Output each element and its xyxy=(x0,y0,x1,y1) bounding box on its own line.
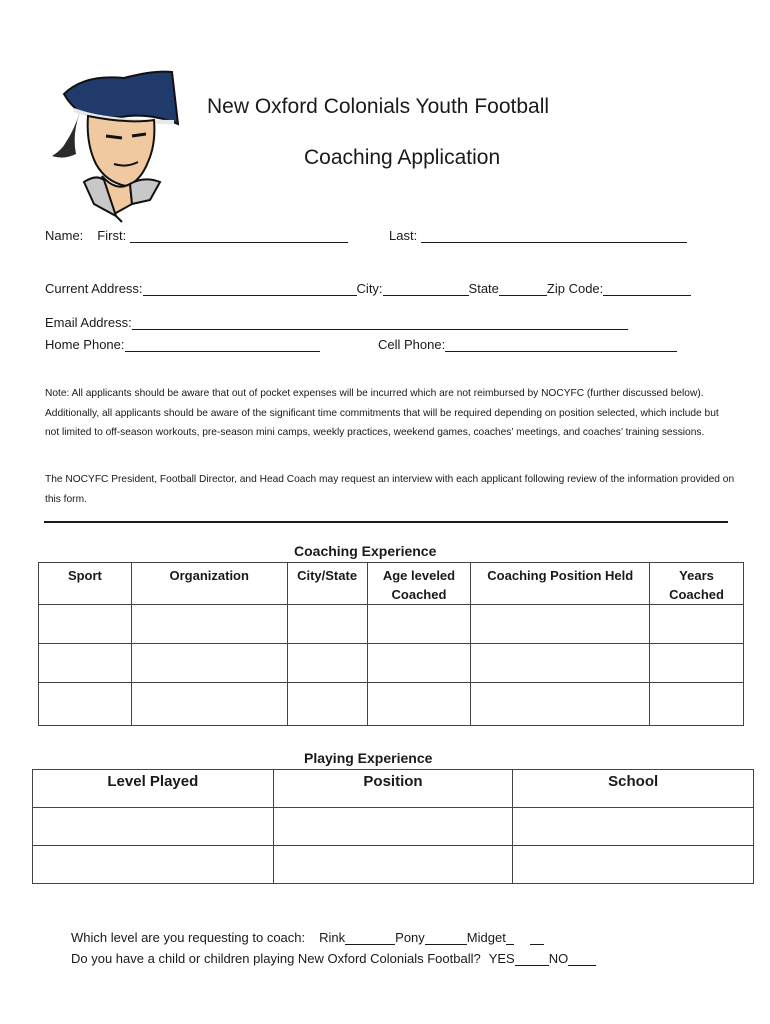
playing-experience-table xyxy=(32,769,754,884)
last-name-label: Last: xyxy=(389,228,418,243)
interview-note: The NOCYFC President, Football Director, and Head Coach may request an interview with each applicant following review of the information provided on this form. xyxy=(45,474,735,505)
section-divider xyxy=(44,521,728,523)
table-cell[interactable] xyxy=(33,808,274,846)
address-label: Current Address: xyxy=(45,281,143,296)
last-name-row xyxy=(389,228,687,243)
level-question: Which level are you requesting to coach: xyxy=(71,930,306,945)
column-header: School xyxy=(513,770,754,808)
midget-field[interactable] xyxy=(506,931,514,945)
child-question-row xyxy=(71,951,596,966)
expenses-note: Note: All applicants should be aware that out of pocket expenses will be incurred which are not reimbursed by NOCYFC (further discussed below). Additionally, all applicants should be aware of the significant time commitments that will be required depending on position selected, which include but not limited to off-season workouts, pre-season mini camps, weekly practices, weekend games, coaches’ meetings, and coaches’ training sessions. xyxy=(45,388,719,438)
coaching-experience-table xyxy=(38,562,744,726)
column-header: Coaching Position Held xyxy=(471,563,650,605)
table-cell[interactable] xyxy=(287,683,367,726)
table-cell[interactable] xyxy=(367,683,471,726)
cell-phone-row xyxy=(378,337,677,352)
first-name-field[interactable] xyxy=(130,229,348,243)
table-cell[interactable] xyxy=(513,846,754,884)
table-cell[interactable] xyxy=(131,683,287,726)
column-header: Level Played xyxy=(33,770,274,808)
address-field[interactable] xyxy=(143,282,357,296)
level-question-row xyxy=(71,930,544,945)
column-header: Sport xyxy=(39,563,132,605)
table-cell[interactable] xyxy=(650,605,744,644)
colonial-mascot-icon xyxy=(44,64,186,224)
midget-label: Midget xyxy=(466,930,506,945)
last-name-field[interactable] xyxy=(421,229,687,243)
no-label: NO xyxy=(548,951,569,966)
home-phone-field[interactable] xyxy=(125,338,320,352)
table-cell[interactable] xyxy=(471,644,650,683)
table-cell[interactable] xyxy=(367,605,471,644)
yes-label: YES xyxy=(488,951,515,966)
no-field[interactable] xyxy=(568,952,596,966)
address-row xyxy=(45,281,691,296)
city-label: City: xyxy=(356,281,383,296)
city-field[interactable] xyxy=(383,282,469,296)
child-question: Do you have a child or children playing New Oxford Colonials Football? xyxy=(71,951,481,966)
column-header: Position xyxy=(273,770,513,808)
column-header: Organization xyxy=(131,563,287,605)
table-cell[interactable] xyxy=(471,683,650,726)
playing-experience-title: Playing Experience xyxy=(304,750,433,766)
table-cell[interactable] xyxy=(39,605,132,644)
email-label: Email Address: xyxy=(45,315,132,330)
table-header-row xyxy=(39,563,744,605)
zip-label: Zip Code: xyxy=(546,281,604,296)
home-phone-label: Home Phone: xyxy=(45,337,125,352)
form-subtitle: Coaching Application xyxy=(304,146,501,169)
cell-phone-field[interactable] xyxy=(445,338,677,352)
coaching-experience-title: Coaching Experience xyxy=(294,543,437,559)
table-cell[interactable] xyxy=(513,808,754,846)
column-header: Age leveled Coached xyxy=(367,563,471,605)
table-row xyxy=(39,605,744,644)
column-header: City/State xyxy=(287,563,367,605)
pony-label: Pony xyxy=(395,930,425,945)
name-label: Name: xyxy=(45,228,84,243)
pony-field[interactable] xyxy=(425,931,467,945)
table-cell[interactable] xyxy=(367,644,471,683)
table-cell[interactable] xyxy=(273,846,513,884)
state-label: State xyxy=(468,281,499,296)
table-cell[interactable] xyxy=(650,644,744,683)
yes-field[interactable] xyxy=(515,952,549,966)
table-header-row xyxy=(33,770,754,808)
table-cell[interactable] xyxy=(131,644,287,683)
home-phone-row xyxy=(45,337,320,352)
email-row xyxy=(45,315,628,330)
rink-field[interactable] xyxy=(345,931,395,945)
cell-phone-label: Cell Phone: xyxy=(378,337,446,352)
table-cell[interactable] xyxy=(39,683,132,726)
table-row xyxy=(39,683,744,726)
table-cell[interactable] xyxy=(33,846,274,884)
column-header: Years Coached xyxy=(650,563,744,605)
table-cell[interactable] xyxy=(650,683,744,726)
name-row xyxy=(45,228,348,243)
table-cell[interactable] xyxy=(273,808,513,846)
table-cell[interactable] xyxy=(287,644,367,683)
table-cell[interactable] xyxy=(471,605,650,644)
table-cell[interactable] xyxy=(287,605,367,644)
table-row xyxy=(33,846,754,884)
table-cell[interactable] xyxy=(39,644,132,683)
email-field[interactable] xyxy=(132,316,628,330)
rink-label: Rink xyxy=(319,930,346,945)
table-cell[interactable] xyxy=(131,605,287,644)
state-field[interactable] xyxy=(499,282,547,296)
first-name-label: First: xyxy=(97,228,127,243)
zip-field[interactable] xyxy=(603,282,691,296)
form-title: New Oxford Colonials Youth Football xyxy=(207,95,550,118)
table-row xyxy=(39,644,744,683)
midget-field-2[interactable] xyxy=(530,931,544,945)
table-row xyxy=(33,808,754,846)
